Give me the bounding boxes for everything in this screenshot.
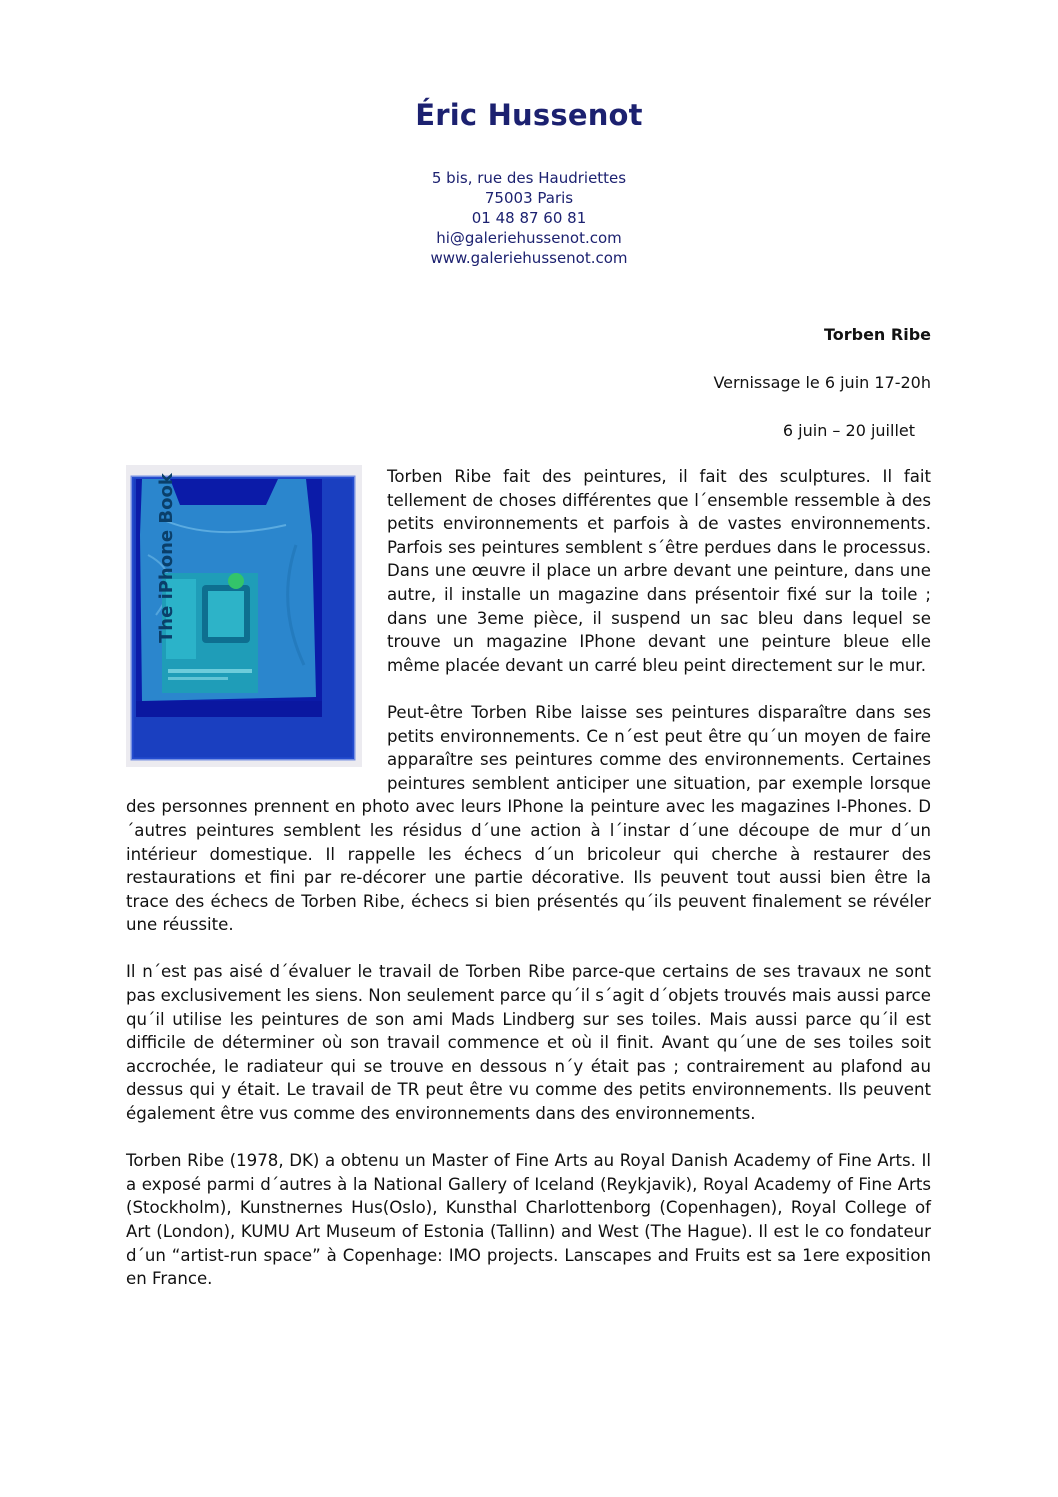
address-city: 75003 Paris (484, 189, 574, 207)
exhibition-dates: 6 juin – 20 juillet (782, 421, 915, 440)
opening-date: Vernissage le 6 juin 17-20h (713, 373, 931, 392)
artwork-illustration (126, 465, 362, 767)
magazine-title: The iPhone Book (156, 473, 177, 643)
paragraph-4: Torben Ribe (1978, DK) a obtenu un Master of Fine Arts au Royal Danish Academy of Fine Arts. Il a exposé parmi d´autres à la National Gallery of Iceland (Reykjavik), Royal Academy of Fine Arts (Stockholm), Kunstnernes Hus(Oslo), Kunsthal Charlottenborg (Copenhagen), Royal College of Art (London), KUMU Art Museum of Estonia (Tallinn) and West (The Hague). Il est le co fondateur d´un “artist-run space” à Copenhage: IMO projects. Lanscapes and Fruits est sa 1ere exposition en France. (126, 1151, 931, 1289)
press-release-body (126, 465, 931, 1291)
exhibition-info (713, 324, 931, 442)
artwork-image (126, 465, 362, 767)
artist-name: Torben Ribe (823, 325, 931, 344)
address-website: www.galeriehussenot.com (430, 249, 628, 267)
gallery-address (0, 168, 1058, 268)
address-street: 5 bis, rue des Haudriettes (431, 169, 627, 187)
gallery-name: Éric Hussenot (415, 98, 643, 132)
gallery-header (0, 96, 1058, 268)
address-email: hi@galeriehussenot.com (436, 229, 622, 247)
paragraph-1: Torben Ribe fait des peintures, il fait des sculptures. Il fait tellement de choses différentes que l´ensemble ressemble à des petits environnements et parfois à de vastes environnements. Parfois ses peintures semblent s´être perdues dans le processus. Dans une œuvre il place un arbre devant une peinture, dans une autre, il installe un magazine dans présentoir fixé sur la toile ; dans une 3eme pièce, il suspend un sac bleu dans lequel se trouve un magazine IPhone devant une peinture bleue elle même placée devant un carré bleu peint directement sur le mur. (387, 467, 931, 675)
paragraph-3: Il n´est pas aisé d´évaluer le travail de Torben Ribe parce-que certains de ses travaux ne sont pas exclusivement les siens. Non seulement parce qu´il s´agit d´objets trouvés mais aussi parce qu´il utilise les peintures de son ami Mads Lindberg sur ses toiles. Mais aussi parce qu´il est difficile de déterminer où son travail commence et où il finit. Avant qu´une de ses toiles soit accrochée, le radiateur qui se trouve en dessous n´y était pas ; contrairement au plafond au dessus qui y était. Le travail de TR peut être vu comme des petits environnements. Ils peuvent également être vus comme des environnements dans des environnements. (126, 962, 931, 1124)
paragraph-2: Peut-être Torben Ribe laisse ses peintures disparaître dans ses petits environnements. Ce n´est peut être qu´un moyen de faire apparaître ses peintures comme des environnements. Certaines peintures semblent anticiper une situation, par exemple lorsque des personnes prennent en photo avec leurs IPhone la peinture avec les magazines I-Phones. D´autres peintures semblent les résidus d´une action à l´instar d´une découpe de mur d´un intérieur domestique. Il rappelle les échecs d´un bricoleur qui cherche à restaurer des restaurations et fini par re-décorer une partie décorative. Ils peuvent tout aussi bien être la trace des échecs de Torben Ribe, échecs si bien présentés qu´ils peuvent finalement se révéler une réussite. (126, 702, 931, 935)
address-phone: 01 48 87 60 81 (471, 209, 587, 227)
